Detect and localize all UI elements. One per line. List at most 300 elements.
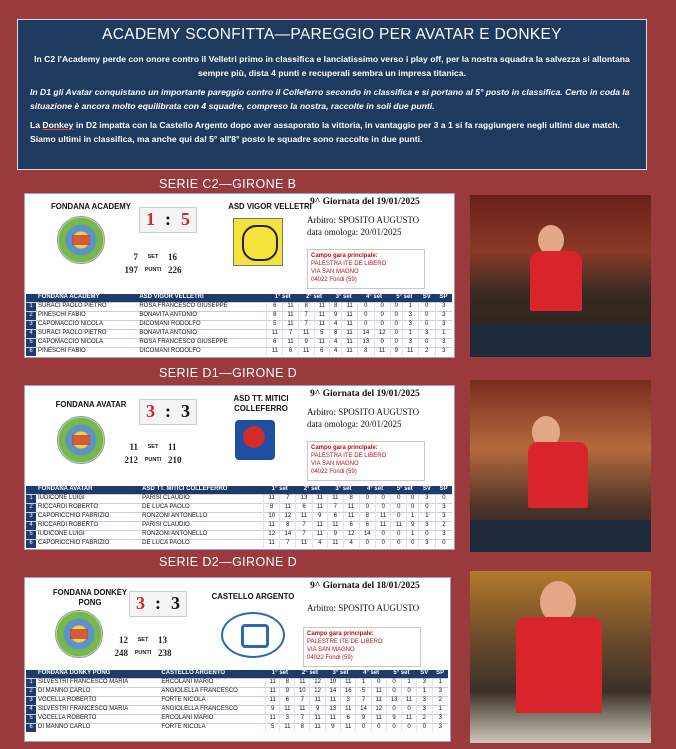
player-name-cell: CAPOMACCIO NICOLA <box>36 339 137 348</box>
set-score-cell: 11 <box>298 330 314 339</box>
set-score-cell: 11 <box>295 706 310 715</box>
sets-lost-cell: 3 <box>432 688 448 697</box>
player-photo-d1 <box>470 380 651 552</box>
column-header: SP <box>432 670 448 679</box>
column-header: 2° set <box>295 670 326 679</box>
set-score-cell: 0 <box>375 495 391 504</box>
set-score-cell: 11 <box>341 706 356 715</box>
row-index: 3 <box>26 697 36 706</box>
set-score-cell: 6 <box>328 513 344 522</box>
set-score-cell: 12 <box>264 531 280 540</box>
final-score <box>129 591 187 617</box>
set-score-cell: 9 <box>325 724 340 733</box>
venue-line-2: VIA SAN MAGNO <box>311 269 359 275</box>
set-score-cell: 0 <box>371 679 386 688</box>
referee-info <box>307 214 419 238</box>
column-header: CASTELLO ARGENTO <box>159 670 265 679</box>
table-row <box>26 330 452 339</box>
column-header: 2° set <box>296 486 328 495</box>
set-score-cell: 11 <box>342 330 358 339</box>
set-score-cell: 11 <box>375 522 391 531</box>
score-home: 1 <box>146 209 155 229</box>
intro-p3-post: in D2 impatta con la Castello Argento dopo aver assaporato la vittoria, in vantaggio per 3 a 1 si fa raggiungere negli ultimi due match. Siamo ultimi in classifica, ma anche qui dal 5° all'8° posto le squadre sono raccolte in due punti. <box>30 120 620 144</box>
sets-lost-cell: 2 <box>435 522 452 531</box>
player-name-cell: PINESCHI FABIO <box>36 312 137 321</box>
set-score-cell: 11 <box>312 522 328 531</box>
set-score-cell: 6 <box>359 522 375 531</box>
set-score-cell: 9 <box>265 706 280 715</box>
venue-line-2: VIA SAN MAGNO <box>311 461 359 467</box>
points-away: 238 <box>158 647 172 658</box>
set-score-cell: 12 <box>310 679 325 688</box>
set-score-cell: 4 <box>312 540 328 549</box>
set-score-cell: 11 <box>295 679 310 688</box>
set-score-cell: 0 <box>374 312 390 321</box>
set-score-cell: 5 <box>265 724 280 733</box>
set-score-cell: 14 <box>359 531 375 540</box>
row-index: 4 <box>26 706 36 715</box>
set-score-cell: 11 <box>265 715 280 724</box>
set-score-cell: 0 <box>374 321 390 330</box>
set-score-cell: 11 <box>371 688 386 697</box>
sets-away: 13 <box>158 634 167 645</box>
sets-lost-cell: 3 <box>435 312 452 321</box>
set-score-cell: 9 <box>407 522 419 531</box>
set-score-cell: 0 <box>390 303 402 312</box>
player-name-cell: DE LUCA PAOLO <box>140 540 264 549</box>
venue-line-1: PALESTRA ITE DE LIBERO <box>311 453 387 459</box>
match-card-d2 <box>24 577 451 742</box>
set-score-cell: 11 <box>265 679 280 688</box>
set-score-cell: 9 <box>386 715 401 724</box>
player-name-cell: FORTE NICOLA <box>159 697 265 706</box>
intro-paragraph-d1: In D1 gli Avatar conquistano un importante pareggio contro il Colleferro secondo in classifica e si portano al 5° posto in classifica. Certo in coda la situazione è ancora molto equilibrata con 4 squadre, compreso la nostra, raccolte in soli due punti. <box>30 87 630 111</box>
score-away: 3 <box>181 401 190 421</box>
venue-line-2: VIA SAN MAGNO <box>307 647 355 653</box>
sets-won-cell: 2 <box>416 715 432 724</box>
results-table <box>26 670 448 732</box>
set-score-cell: 11 <box>265 688 280 697</box>
set-score-cell: 12 <box>343 531 359 540</box>
set-score-cell: 7 <box>280 540 296 549</box>
player-name-cell: ANGIOLELLA FRANCESCO <box>159 688 265 697</box>
venue-line-3: 04022 Fondi (59) <box>311 277 357 283</box>
section-title-d1: SERIE D1—GIRONE D <box>159 366 298 380</box>
matchday-date: 9^ Giornata del 19/01/2025 <box>310 197 420 207</box>
player-name-cell: RICCARDI ROBERTO <box>36 504 140 513</box>
column-header: SV <box>416 670 432 679</box>
player-name-cell: DI MANNO CARLO <box>36 724 159 733</box>
sets-lost-cell: 3 <box>435 504 452 513</box>
sets-won-cell: 2 <box>418 348 435 357</box>
column-header: 3° set <box>330 294 358 303</box>
set-score-cell: 0 <box>391 495 407 504</box>
set-score-cell: 11 <box>314 339 330 348</box>
points-home: 212 <box>124 454 138 465</box>
set-score-cell: 11 <box>341 724 356 733</box>
sets-won-cell: 1 <box>419 513 436 522</box>
set-score-cell: 16 <box>341 688 356 697</box>
set-score-cell: 11 <box>402 697 417 706</box>
points-home: 197 <box>124 264 138 275</box>
set-score-cell: 4 <box>330 339 342 348</box>
sets-won-cell: 0 <box>418 321 435 330</box>
set-score-cell: 9 <box>280 688 295 697</box>
set-score-cell: 13 <box>386 697 401 706</box>
set-score-cell: 6 <box>267 339 283 348</box>
set-score-cell: 7 <box>298 321 314 330</box>
set-score-cell: 11 <box>342 339 358 348</box>
set-score-cell: 8 <box>280 522 296 531</box>
set-score-cell: 11 <box>264 540 280 549</box>
set-score-cell: 6 <box>343 522 359 531</box>
set-score-cell: 0 <box>359 495 375 504</box>
set-score-cell: 0 <box>374 339 390 348</box>
intro-p3-team: Donkey <box>42 120 74 130</box>
player-name-cell: FORTE NICOLA <box>159 724 265 733</box>
sets-lost-cell: 1 <box>435 330 452 339</box>
table-row <box>26 531 452 540</box>
player-name-cell: DICOMANI RODOLFO <box>137 348 267 357</box>
set-score-cell: 11 <box>342 303 358 312</box>
set-score-cell: 8 <box>298 303 314 312</box>
row-index: 6 <box>26 540 36 549</box>
set-score-cell: 10 <box>264 513 280 522</box>
set-score-cell: 11 <box>283 321 299 330</box>
table-row <box>26 312 452 321</box>
set-score-cell: 11 <box>328 522 344 531</box>
castello-logo-icon <box>221 612 285 658</box>
set-score-cell: 5 <box>267 321 283 330</box>
player-name-cell: PINESCHI FABIO <box>36 348 137 357</box>
set-score-cell: 11 <box>371 715 386 724</box>
set-score-cell: 8 <box>267 312 283 321</box>
sets-lost-cell: 3 <box>435 303 452 312</box>
set-score-cell: 11 <box>310 715 325 724</box>
set-score-cell: 0 <box>375 504 391 513</box>
set-points-summary <box>110 633 176 659</box>
set-score-cell: 0 <box>391 504 407 513</box>
set-score-cell: 14 <box>358 330 374 339</box>
score-separator: : <box>165 209 171 229</box>
sets-lost-cell: 0 <box>435 495 452 504</box>
set-score-cell: 7 <box>280 495 296 504</box>
row-index: 5 <box>26 339 36 348</box>
player-name-cell: RONZONI ANTONELLO <box>140 531 264 540</box>
set-score-cell: 11 <box>283 312 299 321</box>
points-home: 248 <box>114 647 128 658</box>
final-score <box>139 207 197 233</box>
intro-paragraph-c2: In C2 l'Academy perde con onore contro il Velletri primo in classifica e lanciatissimo verso i play off, per la nostra squadra la salvezza si allontana sempre più, dista 4 punti e recuperali sembra un impresa titanica. <box>34 54 630 78</box>
set-score-cell: 6 <box>314 348 330 357</box>
score-separator: : <box>165 401 171 421</box>
player-name-cell: CAPORICCHIO FABRIZIO <box>36 513 140 522</box>
player-name-cell: SURACI PAOLO PIETRO <box>36 330 137 339</box>
set-score-cell: 11 <box>391 522 407 531</box>
set-score-cell: 0 <box>386 706 401 715</box>
set-score-cell: 1 <box>407 531 419 540</box>
set-score-cell: 0 <box>402 688 417 697</box>
referee-info <box>307 602 419 614</box>
venue-heading: Campo gara principale: <box>311 253 378 259</box>
set-score-cell: 11 <box>325 697 340 706</box>
player-name-cell: ROSA FRANCESCO GIUSEPPE <box>137 339 267 348</box>
set-score-cell: 1 <box>402 303 418 312</box>
row-index: 1 <box>26 495 36 504</box>
set-score-cell: 11 <box>296 513 312 522</box>
set-score-cell: 0 <box>375 540 391 549</box>
home-team-name: FONDANA ACADEMY <box>51 202 131 211</box>
venue-line-3: 04022 Fondi (59) <box>307 655 353 661</box>
sets-won-cell: 3 <box>418 330 435 339</box>
set-score-cell: 11 <box>314 321 330 330</box>
player-name-cell: ERCOLANI MARIO <box>159 679 265 688</box>
sets-lost-cell: 3 <box>432 715 448 724</box>
set-score-cell: 3 <box>280 715 295 724</box>
away-team-name: ASD TT. MITICI COLLEFERRO <box>233 394 289 413</box>
set-score-cell: 0 <box>391 540 407 549</box>
set-score-cell: 1 <box>402 330 418 339</box>
table-header-row <box>26 486 452 495</box>
donkey-logo-icon <box>55 610 103 658</box>
set-score-cell: 11 <box>283 303 299 312</box>
player-name-cell: DE LUCA PAOLO <box>140 504 264 513</box>
index-header <box>26 486 36 495</box>
venue-box <box>307 441 425 481</box>
sets-won-cell: 1 <box>416 688 432 697</box>
row-index: 3 <box>26 321 36 330</box>
sets-won-cell: 3 <box>419 540 436 549</box>
set-score-cell: 7 <box>296 522 312 531</box>
sets-won-cell: 0 <box>419 531 436 540</box>
column-header: 5° set <box>391 486 419 495</box>
referee-info <box>307 406 419 430</box>
player-name-cell: SURACI PAOLO PIETRO <box>36 303 137 312</box>
player-name-cell: VOCELLA ROBERTO <box>36 697 159 706</box>
section-title-c2: SERIE C2—GIRONE B <box>159 177 297 191</box>
score-away: 5 <box>181 209 190 229</box>
article-intro <box>17 19 647 170</box>
row-index: 1 <box>26 679 36 688</box>
column-header: 1° set <box>265 670 294 679</box>
set-score-cell: 8 <box>343 495 359 504</box>
matchday-date: 9^ Giornata del 18/01/2025 <box>310 581 420 591</box>
column-header: FONDANA ACADEMY <box>36 294 137 303</box>
set-score-cell: 11 <box>342 321 358 330</box>
column-header: 4° set <box>358 294 391 303</box>
approval-date: data omologa: 20/01/2025 <box>307 227 402 237</box>
row-index: 2 <box>26 504 36 513</box>
column-header: 3° set <box>328 486 360 495</box>
set-score-cell: 11 <box>342 348 358 357</box>
venue-line-1: PALESTRA ITE DE LIBERO <box>311 261 387 267</box>
set-score-cell: 9 <box>390 348 402 357</box>
set-score-cell: 11 <box>374 348 390 357</box>
set-score-cell: 7 <box>295 715 310 724</box>
table-header-row <box>26 294 452 303</box>
table-row <box>26 348 452 357</box>
approval-date: data omologa: 20/01/2025 <box>307 419 402 429</box>
set-label: SET <box>147 443 159 450</box>
set-score-cell: 11 <box>343 504 359 513</box>
referee-name: Arbitro: SPOSITO AUGUSTO <box>307 215 420 225</box>
column-header: 4° set <box>356 670 387 679</box>
set-label: SET <box>137 636 149 643</box>
sets-away: 11 <box>168 441 177 452</box>
venue-heading: Campo gara principale: <box>307 631 374 637</box>
set-score-cell: 1 <box>356 679 371 688</box>
match-card-c2 <box>24 193 455 358</box>
column-header: 5° set <box>386 670 416 679</box>
sets-lost-cell: 3 <box>435 513 452 522</box>
set-score-cell: 0 <box>391 513 407 522</box>
intro-p3-pre: La <box>30 120 43 130</box>
set-score-cell: 7 <box>295 697 310 706</box>
venue-line-3: 04022 Fondi (59) <box>311 469 357 475</box>
sets-won-cell: 0 <box>418 339 435 348</box>
row-index: 5 <box>26 531 36 540</box>
table-row <box>26 321 452 330</box>
set-score-cell: 12 <box>374 330 390 339</box>
player-name-cell: BONAVITA ANTONIO <box>137 330 267 339</box>
sets-home: 11 <box>129 441 138 452</box>
column-header: ASD VIGOR VELLETRI <box>137 294 267 303</box>
set-score-cell: 9 <box>328 531 344 540</box>
home-team-name: FONDANA AVATAR <box>55 400 127 409</box>
column-header: SV <box>418 294 435 303</box>
set-score-cell: 0 <box>375 531 391 540</box>
row-index: 5 <box>26 715 36 724</box>
table-row <box>26 504 452 513</box>
set-score-cell: 11 <box>375 513 391 522</box>
set-score-cell: 12 <box>310 688 325 697</box>
set-score-cell: 11 <box>267 348 283 357</box>
set-score-cell: 11 <box>264 522 280 531</box>
set-score-cell: 0 <box>371 724 386 733</box>
table-row <box>26 495 452 504</box>
set-score-cell: 8 <box>330 330 342 339</box>
matchday-date: 9^ Giornata del 19/01/2025 <box>310 389 420 399</box>
set-score-cell: 0 <box>358 321 374 330</box>
row-index: 1 <box>26 303 36 312</box>
set-score-cell: 14 <box>356 706 371 715</box>
column-header: FONDANA AVATAR <box>36 486 140 495</box>
home-team-name: FONDANA DONKEY PONG <box>52 588 128 607</box>
set-score-cell: 4 <box>330 348 342 357</box>
set-score-cell: 12 <box>371 706 386 715</box>
set-score-cell: 0 <box>359 540 375 549</box>
set-score-cell: 6 <box>296 504 312 513</box>
sets-won-cell: 0 <box>419 504 436 513</box>
avatar-logo-icon <box>57 416 105 464</box>
player-name-cell: RICCARDI ROBERTO <box>36 522 140 531</box>
sets-home: 12 <box>119 634 128 645</box>
set-score-cell: 1 <box>407 513 419 522</box>
venue-box <box>307 249 425 289</box>
set-label: SET <box>147 253 159 260</box>
player-photo-c2 <box>470 195 651 357</box>
set-score-cell: 0 <box>374 303 390 312</box>
points-label: PUNTI <box>144 456 162 463</box>
player-name-cell: CAPORICCHIO FABRIZIO <box>36 540 140 549</box>
row-index: 2 <box>26 312 36 321</box>
column-header: 2° set <box>298 294 329 303</box>
set-score-cell: 11 <box>328 540 344 549</box>
set-score-cell: 14 <box>325 688 340 697</box>
table-row <box>26 697 448 706</box>
section-title-d2: SERIE D2—GIRONE D <box>159 555 298 569</box>
sets-lost-cell: 1 <box>432 706 448 715</box>
results-table <box>26 486 452 548</box>
sets-lost-cell: 3 <box>435 339 452 348</box>
set-score-cell: 7 <box>356 697 371 706</box>
score-away: 3 <box>171 593 180 613</box>
row-index: 6 <box>26 348 36 357</box>
column-header: FONDANA DONKY PONG <box>36 670 159 679</box>
sets-won-cell: 3 <box>416 679 432 688</box>
player-name-cell: RONZONI ANTONELLO <box>140 513 264 522</box>
set-score-cell: 0 <box>358 312 374 321</box>
set-score-cell: 0 <box>402 706 417 715</box>
set-score-cell: 11 <box>342 312 358 321</box>
index-header <box>26 670 36 679</box>
set-score-cell: 3 <box>341 697 356 706</box>
sets-won-cell: 0 <box>418 303 435 312</box>
set-score-cell: 9 <box>298 339 314 348</box>
row-index: 4 <box>26 330 36 339</box>
set-score-cell: 11 <box>280 706 295 715</box>
row-index: 4 <box>26 522 36 531</box>
player-name-cell: PARISI CLAUDIO <box>140 522 264 531</box>
venue-line-1: PALESTRE ITE DE LIBERO <box>307 639 383 645</box>
points-away: 226 <box>168 264 182 275</box>
match-card-d1 <box>24 385 455 550</box>
set-score-cell: 10 <box>325 679 340 688</box>
set-score-cell: 0 <box>386 688 401 697</box>
final-score <box>139 399 197 425</box>
set-score-cell: 0 <box>390 321 402 330</box>
venue-box <box>303 627 421 667</box>
set-score-cell: 11 <box>312 504 328 513</box>
set-score-cell: 8 <box>280 679 295 688</box>
column-header: ASD TT. MITICI COLLEFERRO <box>140 486 264 495</box>
table-row <box>26 724 448 733</box>
colleferro-logo-icon <box>235 420 275 460</box>
player-name-cell: ANGIOLELLA FRANCESCO <box>159 706 265 715</box>
score-home: 3 <box>136 593 145 613</box>
sets-won-cell: 3 <box>419 495 436 504</box>
sets-lost-cell: 3 <box>432 724 448 733</box>
table-row <box>26 540 452 549</box>
set-score-cell: 4 <box>343 540 359 549</box>
points-label: PUNTI <box>144 266 162 273</box>
player-name-cell: CAPOMACCIO NICOLA <box>36 321 137 330</box>
set-score-cell: 11 <box>314 312 330 321</box>
player-name-cell: SILVESTRI FRANCESCO MARIA <box>36 679 159 688</box>
article-title: ACADEMY SCONFITTA—PAREGGIO PER AVATAR E DONKEY <box>102 26 562 43</box>
player-name-cell: VOCELLA ROBERTO <box>36 715 159 724</box>
set-score-cell: 5 <box>314 330 330 339</box>
set-score-cell: 13 <box>325 706 340 715</box>
set-points-summary <box>120 250 186 276</box>
set-score-cell: 0 <box>356 724 371 733</box>
set-score-cell: 7 <box>298 312 314 321</box>
column-header: 5° set <box>390 294 418 303</box>
column-header: SV <box>419 486 436 495</box>
set-score-cell: 11 <box>402 348 418 357</box>
velletri-logo-icon <box>233 218 283 266</box>
set-score-cell: 11 <box>280 504 296 513</box>
